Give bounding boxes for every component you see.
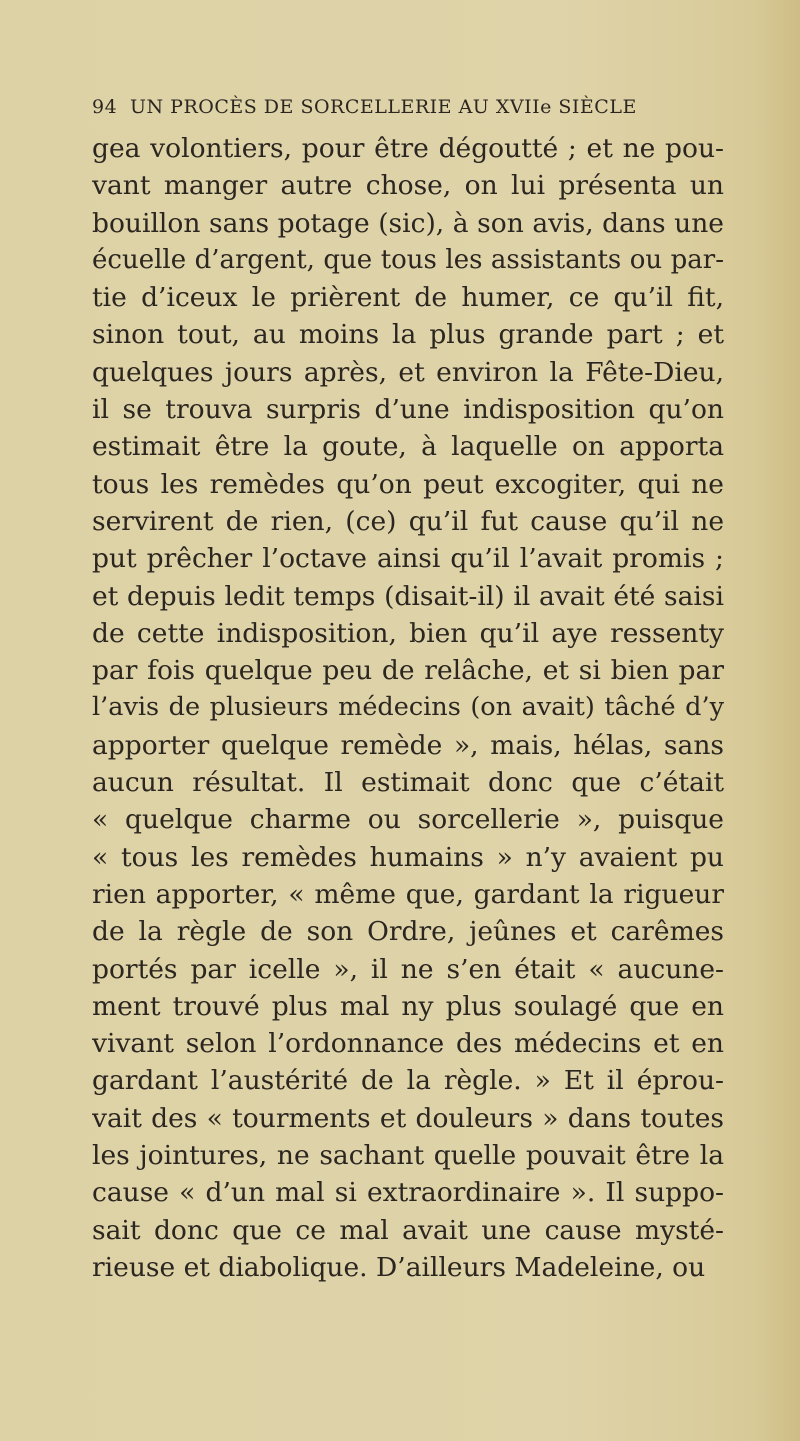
text-line: et depuis ledit temps (disait-il) il avait été saisi [92, 580, 724, 612]
text-line: vivant selon l’ordonnance des médecins et en [92, 1028, 724, 1060]
running-head: UN PROCÈS DE SORCELLERIE AU XVIIe SIÈCLE [130, 96, 637, 118]
text-line: par fois quelque peu de relâche, et si bien par [92, 655, 724, 687]
text-line: « tous les remèdes humains » n’y avaient pu [92, 841, 724, 873]
text-line: tie d’iceux le prièrent de humer, ce qu’il fit, [92, 282, 724, 314]
text-line: estimait être la goute, à laquelle on apporta [92, 431, 724, 463]
text-line: « quelque charme ou sorcellerie », puisque [92, 804, 724, 836]
text-line: de cette indisposition, bien qu’il aye ressenty [92, 617, 724, 649]
text-line: sinon tout, au moins la plus grande part ; et [92, 319, 724, 351]
text-line: vait des « tourments et douleurs » dans toutes [92, 1102, 724, 1134]
body-text [92, 130, 724, 1286]
text-line: gea volontiers, pour être dégoutté ; et ne pou- [92, 133, 724, 164]
text-line: les jointures, ne sachant quelle pouvait être la [92, 1140, 724, 1172]
text-line: il se trouva surpris d’une indisposition qu’on [92, 394, 724, 426]
text-line: l’avis de plusieurs médecins (on avait) tâché d’y [92, 692, 724, 723]
text-line: rieuse et diabolique. D’ailleurs Madeleine, ou [92, 1251, 706, 1283]
text-line: servirent de rien, (ce) qu’il fut cause qu’il ne [92, 505, 724, 537]
text-line: sait donc que ce mal avait une cause mysté- [92, 1214, 724, 1246]
text-line: vant manger autre chose, on lui présenta un [92, 170, 724, 202]
text-line: écuelle d’argent, que tous les assistants ou par- [92, 244, 724, 275]
page-header [92, 96, 712, 122]
text-line: rien apporter, « même que, gardant la rigueur [92, 878, 724, 910]
text-line: cause « d’un mal si extraordinaire ». Il suppo- [92, 1177, 724, 1209]
text-line: aucun résultat. Il estimait donc que c’était [92, 767, 724, 799]
page-number: 94 [92, 96, 118, 118]
text-line: apporter quelque remède », mais, hélas, sans [92, 729, 724, 761]
text-line: put prêcher l’octave ainsi qu’il l’avait promis ; [92, 543, 724, 575]
text-line: portés par icelle », il ne s’en était « aucune- [92, 953, 724, 985]
text-line: de la règle de son Ordre, jeûnes et carêmes [92, 916, 724, 948]
text-line: quelques jours après, et environ la Fête-Dieu, [92, 356, 724, 388]
text-line: tous les remèdes qu’on peut excogiter, qui ne [92, 468, 724, 500]
text-line: bouillon sans potage (sic), à son avis, dans une [92, 207, 724, 239]
text-line: gardant l’austérité de la règle. » Et il éprou- [92, 1065, 724, 1097]
text-line: ment trouvé plus mal ny plus soulagé que en [92, 990, 724, 1022]
